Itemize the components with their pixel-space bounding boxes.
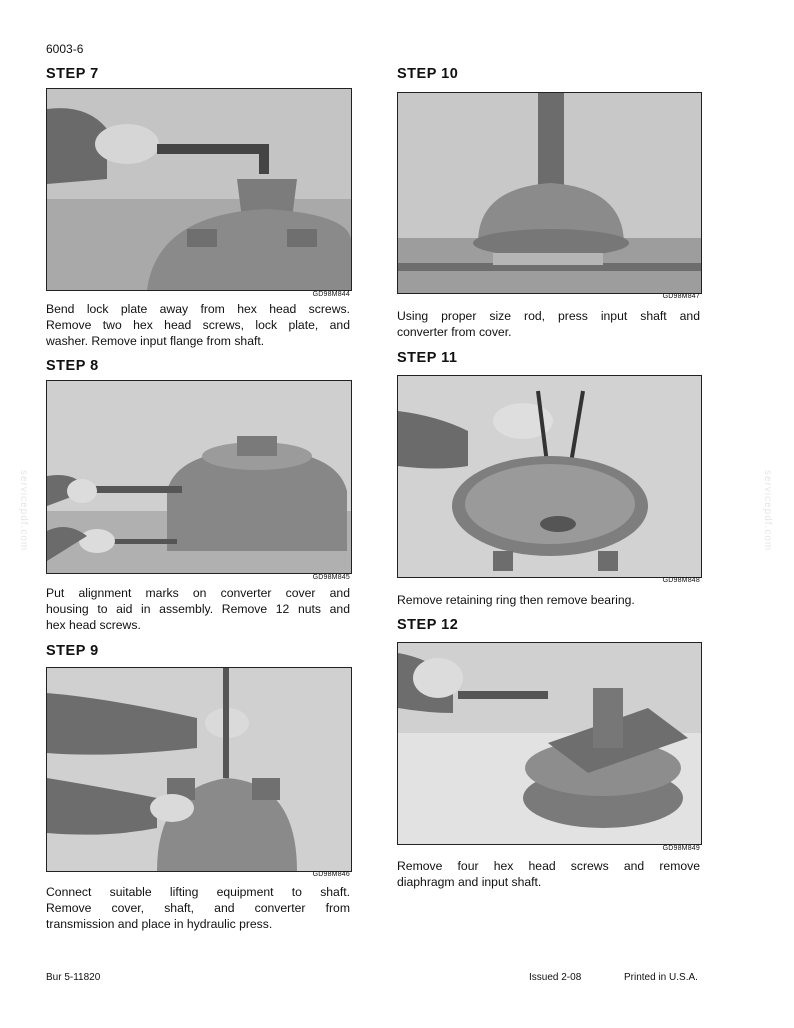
- step-10-caption-line: Using proper size rod, press input shaft and: [397, 309, 700, 323]
- step-7-caption: [46, 301, 350, 349]
- step-8-caption-line: Put alignment marks on converter cover and: [46, 586, 350, 600]
- step-7-caption-line: washer. Remove input flange from shaft.: [46, 334, 265, 348]
- step-11-photo-code: GD98M848: [662, 577, 700, 584]
- step-8-caption: [46, 585, 350, 633]
- page-number: 6003-6: [46, 42, 84, 56]
- step-12-caption-line: diaphragm and input shaft.: [397, 875, 542, 889]
- step-12-caption: [397, 858, 700, 890]
- step-10-photo: [397, 92, 702, 294]
- step-7-photo-code: GD98M844: [312, 291, 350, 298]
- step-12-caption-line: Remove four hex head screws and remove: [397, 859, 700, 873]
- step-10-heading: STEP 10: [397, 66, 459, 82]
- step-11-caption-line: Remove retaining ring then remove bearing.: [397, 593, 635, 607]
- step-9-caption: [46, 884, 350, 932]
- step-7-heading: STEP 7: [46, 66, 99, 82]
- watermark-right: servicepdf.com: [762, 470, 773, 552]
- step-11-heading: STEP 11: [397, 350, 458, 366]
- step-12-photo-code: GD98M849: [662, 845, 700, 852]
- step-7-photo: [46, 88, 352, 291]
- step-9-caption-line: transmission and place in hydraulic press.: [46, 917, 273, 931]
- step-9-caption-line: Connect suitable lifting equipment to shaft.: [46, 885, 350, 899]
- step-8-caption-line: housing to aid in assembly. Remove 12 nuts and: [46, 602, 350, 616]
- step-11-photo: [397, 375, 702, 578]
- step-8-photo: [46, 380, 352, 574]
- step-8-caption-line: hex head screws.: [46, 618, 141, 632]
- step-12-photo: [397, 642, 702, 845]
- watermark-left: servicepdf.com: [18, 470, 29, 552]
- footer-doc-number: Bur 5-11820: [46, 972, 101, 983]
- step-9-photo: [46, 667, 352, 872]
- footer-printed: Printed in U.S.A.: [624, 972, 698, 983]
- step-8-heading: STEP 8: [46, 358, 99, 374]
- step-9-heading: STEP 9: [46, 643, 99, 659]
- step-9-photo-code: GD98M846: [312, 871, 350, 878]
- step-10-caption-line: converter from cover.: [397, 325, 512, 339]
- step-7-caption-line: Bend lock plate away from hex head screws.: [46, 302, 350, 316]
- step-12-heading: STEP 12: [397, 617, 459, 633]
- footer-issued: Issued 2-08: [529, 972, 582, 983]
- step-8-photo-code: GD98M845: [312, 574, 350, 581]
- step-11-caption: [397, 592, 700, 608]
- step-7-caption-line: Remove two hex head screws, lock plate, and: [46, 318, 350, 332]
- step-10-caption: [397, 308, 700, 340]
- step-9-caption-line: Remove cover, shaft, and converter from: [46, 901, 350, 915]
- step-10-photo-code: GD98M847: [662, 293, 700, 300]
